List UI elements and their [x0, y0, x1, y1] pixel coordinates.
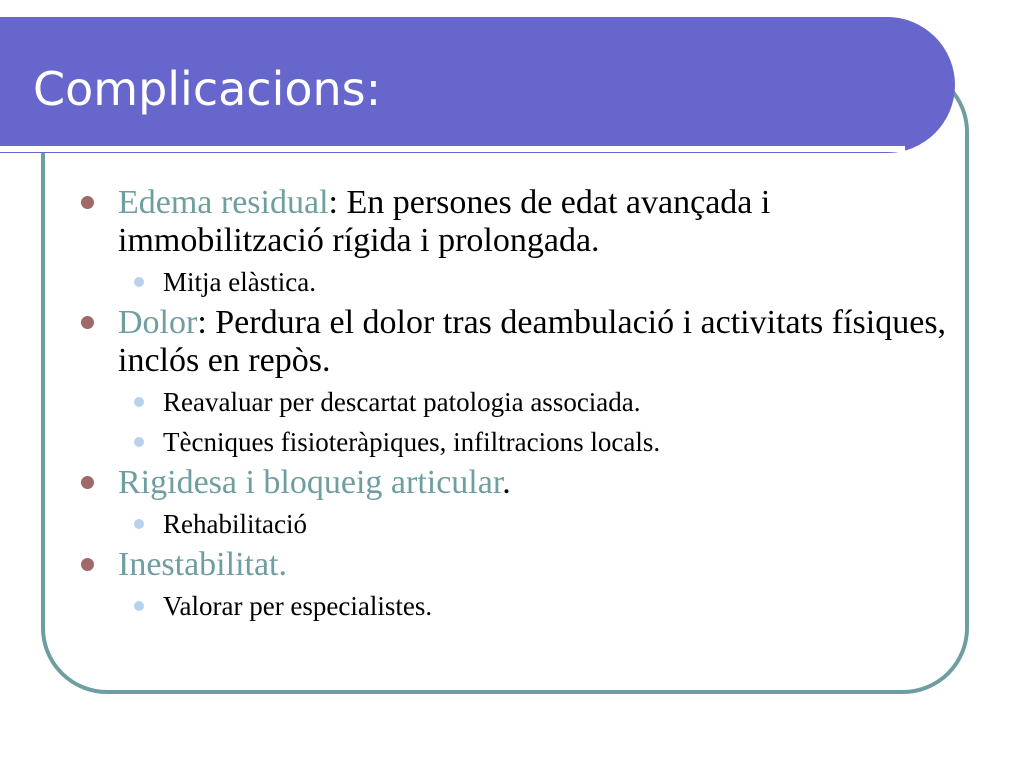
sub-bullet-item: Tècniques fisioteràpiques, infiltracions locals.: [76, 422, 956, 462]
sub-bullet-item: Rehabilitació: [76, 504, 956, 544]
slide-title: Complicacions:: [33, 62, 382, 116]
title-bar: [0, 17, 955, 153]
bullet-term: Rigidesa i bloqueig articular: [118, 464, 503, 501]
bullet-term: Edema residual: [118, 184, 329, 221]
bullet-item-dolor: [76, 304, 956, 380]
bullet-term: Inestabilitat.: [118, 546, 288, 583]
sub-bullet-item: Mitja elàstica.: [76, 262, 956, 302]
bullet-item-edema: [76, 184, 956, 260]
bullet-item-rigidesa: [76, 464, 956, 502]
sub-bullet-item: Valorar per especialistes.: [76, 586, 956, 626]
bullet-list: [76, 184, 956, 626]
bullet-text: .: [502, 464, 511, 501]
title-underline: [0, 146, 905, 152]
bullet-text: : Perdura el dolor tras deambulació i activitats físiques, inclós en repòs.: [118, 304, 947, 379]
bullet-item-inestabilitat: [76, 546, 956, 584]
bullet-text: : En persones de edat avançada i immobilització rígida i prolongada.: [118, 184, 771, 259]
bullet-term: Dolor: [118, 304, 198, 341]
sub-bullet-item: Reavaluar per descartat patologia associada.: [76, 382, 956, 422]
